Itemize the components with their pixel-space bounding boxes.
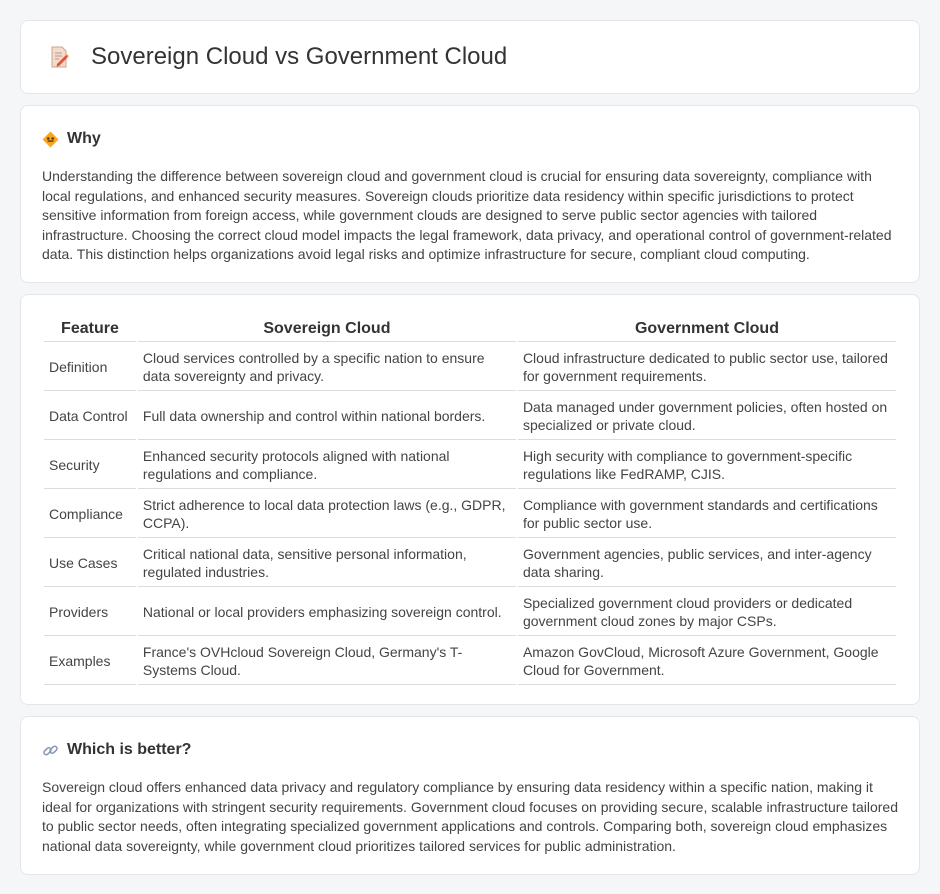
government-cell: High security with compliance to government-specific regulations like FedRAMP, CJIS. bbox=[518, 440, 896, 489]
feature-cell: Definition bbox=[44, 342, 136, 391]
feature-cell: Providers bbox=[44, 587, 136, 636]
sovereign-cell: Full data ownership and control within national borders. bbox=[138, 391, 516, 440]
table-header-row bbox=[44, 314, 896, 342]
sovereign-cell: Strict adherence to local data protection laws (e.g., GDPR, CCPA). bbox=[138, 489, 516, 538]
feature-cell: Compliance bbox=[44, 489, 136, 538]
table-row bbox=[44, 636, 896, 685]
table-row bbox=[44, 440, 896, 489]
document-icon bbox=[47, 45, 71, 69]
table-row bbox=[44, 587, 896, 636]
comparison-section bbox=[20, 294, 920, 705]
feature-cell: Examples bbox=[44, 636, 136, 685]
better-heading bbox=[42, 741, 898, 759]
better-body: Sovereign cloud offers enhanced data privacy and regulatory compliance by ensuring data residency within a specific nation, making it ideal for organizations with stringent security requirements. Government cloud focuses on providing secure, scalable infrastructure tailored to public sector needs, often integrating specialized government applications and controls. Comparing both, sovereign cloud emphasizes national data sovereignty, while government cloud prioritizes tailored services for public administration. bbox=[42, 779, 898, 854]
feature-cell: Data Control bbox=[44, 391, 136, 440]
title-card bbox=[20, 20, 920, 94]
better-title: Which is better? bbox=[67, 741, 192, 758]
header-feature: Feature bbox=[44, 314, 136, 342]
warning-diamond-icon bbox=[42, 131, 59, 148]
sovereign-cell: Critical national data, sensitive personal information, regulated industries. bbox=[138, 538, 516, 587]
comparison-table bbox=[42, 314, 898, 685]
why-body: Understanding the difference between sovereign cloud and government cloud is crucial for ensuring data sovereignty, compliance with local regulations, and enhanced security measures. Sovereign clouds prioritize data residency within specific jurisdictions to protect sensitive information from foreign access, while government clouds are designed to serve public sector agencies with tailored infrastructure. Choosing the correct cloud model impacts the legal framework, data privacy, and operational control of government-related data. This distinction helps organizations avoid legal risks and optimize infrastructure for secure, compliant cloud computing. bbox=[42, 168, 892, 262]
sovereign-cell: Cloud services controlled by a specific nation to ensure data sovereignty and privacy. bbox=[138, 342, 516, 391]
table-row bbox=[44, 391, 896, 440]
sovereign-cell: France's OVHcloud Sovereign Cloud, Germany's T-Systems Cloud. bbox=[138, 636, 516, 685]
link-icon bbox=[42, 742, 59, 759]
why-section bbox=[20, 105, 920, 283]
government-cell: Data managed under government policies, often hosted on specialized or private cloud. bbox=[518, 391, 896, 440]
header-government-cloud: Government Cloud bbox=[518, 314, 896, 342]
government-cell: Cloud infrastructure dedicated to public sector use, tailored for government requirements. bbox=[518, 342, 896, 391]
table-row bbox=[44, 342, 896, 391]
sovereign-cell: Enhanced security protocols aligned with national regulations and compliance. bbox=[138, 440, 516, 489]
page-title: Sovereign Cloud vs Government Cloud bbox=[91, 43, 508, 70]
government-cell: Amazon GovCloud, Microsoft Azure Government, Google Cloud for Government. bbox=[518, 636, 896, 685]
table-row bbox=[44, 489, 896, 538]
government-cell: Specialized government cloud providers or dedicated government cloud zones by major CSPs. bbox=[518, 587, 896, 636]
government-cell: Compliance with government standards and certifications for public sector use. bbox=[518, 489, 896, 538]
why-heading bbox=[42, 130, 898, 148]
sovereign-cell: National or local providers emphasizing sovereign control. bbox=[138, 587, 516, 636]
government-cell: Government agencies, public services, and inter-agency data sharing. bbox=[518, 538, 896, 587]
table-row bbox=[44, 538, 896, 587]
feature-cell: Use Cases bbox=[44, 538, 136, 587]
why-title: Why bbox=[67, 130, 101, 147]
header-sovereign-cloud: Sovereign Cloud bbox=[138, 314, 516, 342]
which-is-better-section bbox=[20, 716, 920, 875]
feature-cell: Security bbox=[44, 440, 136, 489]
